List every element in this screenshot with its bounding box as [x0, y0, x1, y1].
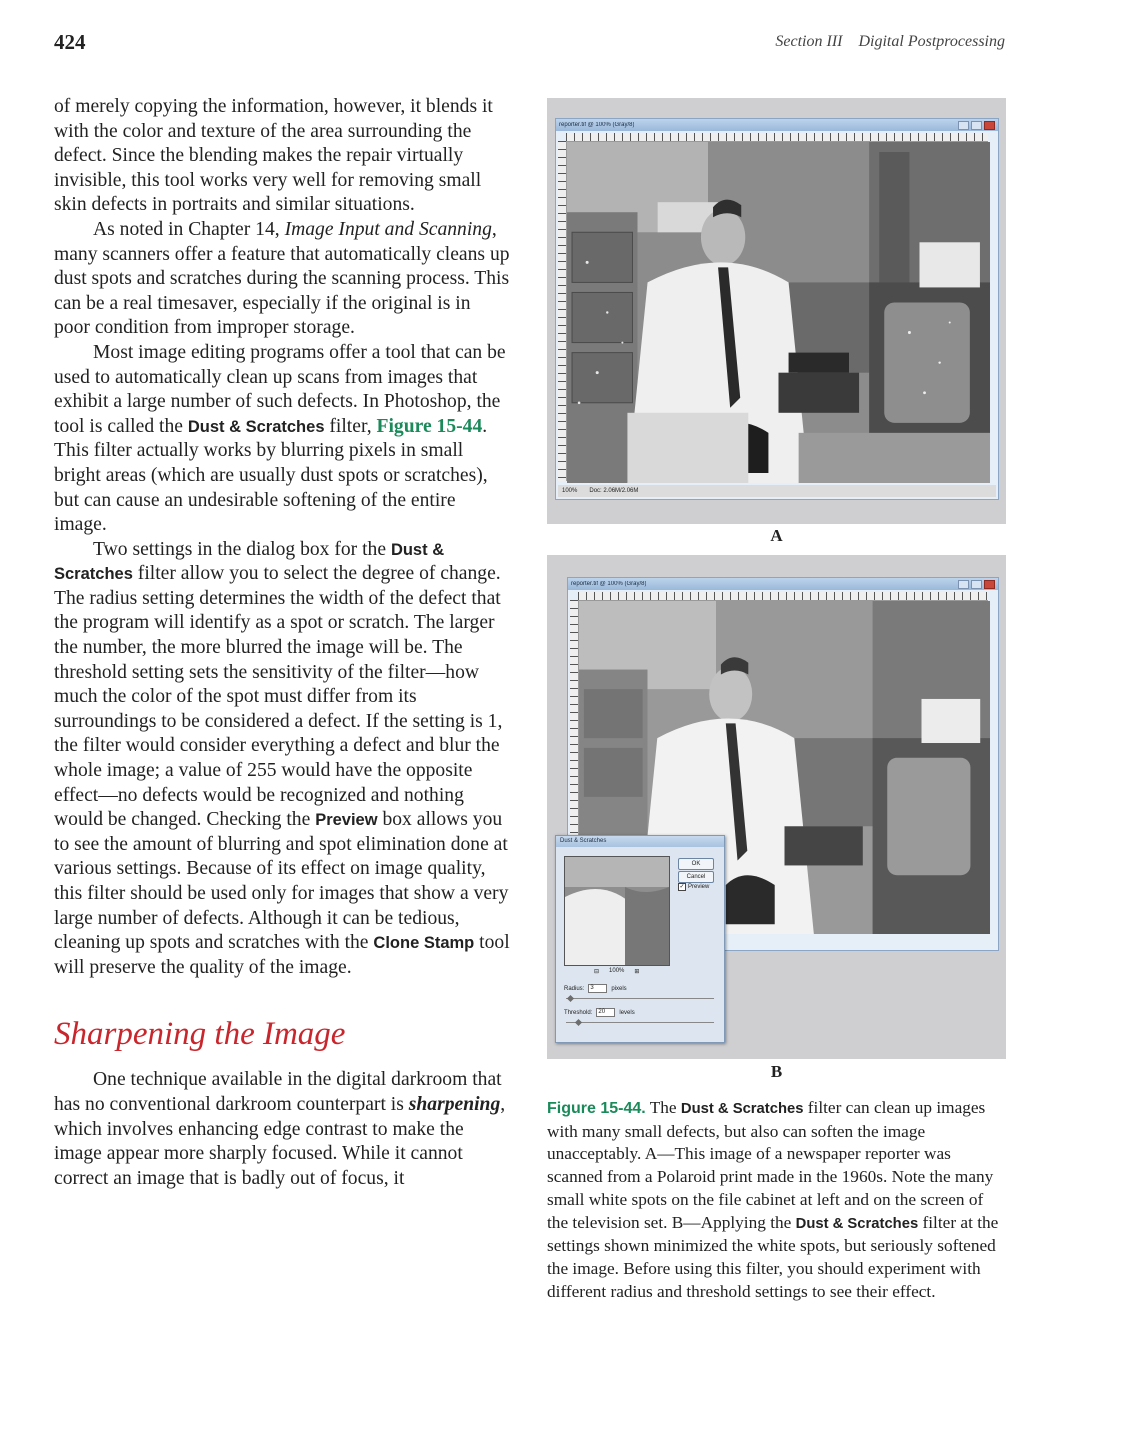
maximize-icon[interactable] [971, 580, 982, 589]
zoom-readout[interactable]: 100% [562, 488, 578, 494]
figure-reference-link[interactable]: Figure 15-44 [376, 415, 483, 437]
window-titlebar [556, 119, 998, 131]
radius-label: Radius: [564, 985, 585, 992]
checkbox-box[interactable]: ✓ [679, 884, 685, 890]
close-icon[interactable] [984, 580, 995, 589]
zoom-value: 100% [609, 968, 625, 974]
threshold-input[interactable]: 20 [596, 1008, 615, 1017]
close-icon[interactable] [984, 121, 995, 130]
threshold-row [564, 1008, 635, 1017]
body-column [54, 95, 510, 1191]
threshold-slider[interactable] [566, 1022, 714, 1023]
ui-term: Dust & Scratches [187, 417, 325, 436]
minimize-icon[interactable] [958, 580, 969, 589]
radius-input[interactable]: 3 [588, 984, 607, 993]
reporter-photo-image [567, 142, 990, 483]
zoom-out-icon[interactable]: ⊟ [594, 969, 600, 975]
threshold-unit: levels [619, 1009, 635, 1016]
caption-text: filter at the settings shown minimized the white spots, but seriously softened the image. Before using this filter, you should experiment with different radius and threshold settings to see their effect. [547, 1212, 999, 1301]
paragraph-text: box allows you to see the amount of blurring and spot elimination done at various settings. Because of its effect on image quality, this filter should be used only for images that show a very large number of defects. Although it can be tedious, cleaning up spots and scratches with the [54, 809, 509, 954]
paragraph-text: As noted in Chapter 14, [93, 218, 285, 240]
zoom-controls [594, 968, 639, 975]
figure-caption [547, 1097, 1006, 1303]
ui-term: Clone Stamp [373, 934, 475, 953]
paragraph [54, 538, 510, 981]
zoom-in-icon[interactable]: ⊞ [634, 969, 640, 975]
panel-label-a: A [770, 526, 783, 545]
ui-term: Dust & Scratches [680, 1101, 804, 1117]
paragraph-text: . This filter actually works by blurring pixels in small bright areas (which are usually dust spots or scratches), but can cause an undesirable softening of the entire image. [54, 415, 488, 536]
paragraph-text: filter allow you to select the degree of change. The radius setting determines the width of the defect that the program will identify as a spot or scratch. The larger the number, the more blurred the image will be. The threshold setting sets the sensitivity of the filter—how much the color of the spot must differ from its surroundings to be considered a defect. If the setting is 1, the filter would consider everything a defect and blur the whole image; a value of 255 would have the opposite effect—no defects would be recognized and nothing would be changed. Checking the [54, 563, 503, 831]
caption-figure-label: Figure 15-44. [547, 1100, 646, 1117]
paragraph [54, 1068, 510, 1191]
radius-row [564, 984, 627, 993]
radius-slider-thumb[interactable] [567, 995, 574, 1002]
paragraph [54, 218, 510, 341]
figure-panel-a [547, 98, 1006, 524]
window-title: reporter.tif @ 100% (Gray/8) [559, 122, 635, 128]
preview-label: Preview [688, 884, 710, 890]
reporter-photo [567, 142, 990, 483]
ok-button[interactable]: OK [678, 858, 714, 870]
paragraph-text: , which involves enhancing edge contrast to make the image appear more sharply focused. While it cannot correct an image that is badly out of focus, it [54, 1093, 506, 1189]
ui-term: Dust & Scratches [54, 540, 445, 584]
window-title: reporter.tif @ 100% (Gray/8) [571, 581, 647, 587]
paragraph-text: tool will preserve the quality of the image. [54, 932, 510, 978]
paragraph-text: of merely copying the information, however, it blends it with the color and texture of the area surrounding the defect. Since the blending makes the repair virtually invisible, this tool works very well for removing small skin defects in portraits and similar situations. [54, 96, 493, 216]
caption-text: The [645, 1098, 681, 1117]
window-statusbar [558, 485, 996, 497]
paragraph [54, 95, 510, 218]
horizontal-ruler [578, 592, 988, 601]
window-titlebar [568, 578, 998, 590]
minimize-icon[interactable] [958, 121, 969, 130]
section-title: Sharpening the Image [54, 1016, 346, 1053]
chapter-reference: Image Input and Scanning [284, 218, 492, 240]
paragraph-text: , many scanners offer a feature that automatically cleans up dust spots and scratches during the scanning process. This can be a real timesaver, especially if the original is in poor condition from improper storage. [54, 218, 510, 339]
caption-text: filter can clean up images with many small defects, but also can soften the image unacceptably. A—This image of a newspaper reporter was scanned from a Polaroid print made in the 1960s. Note the many small white spots on the file cabinet at left and on the screen of the television set. B—Applying the [547, 1098, 994, 1232]
horizontal-ruler [566, 133, 988, 142]
page-number: 424 [54, 30, 86, 54]
paragraph-text: Most image editing programs offer a tool that can be used to automatically clean up scans from images that exhibit a large number of such defects. In Photoshop, the tool is called the [54, 341, 506, 437]
paragraph-text: Two settings in the dialog box for the [93, 538, 391, 560]
running-head: Section III Digital Postprocessing [775, 33, 1005, 50]
dialog-preview-image[interactable] [564, 856, 670, 966]
threshold-slider-thumb[interactable] [575, 1019, 582, 1026]
panel-label-b: B [770, 1062, 783, 1081]
paragraph-text: filter, [324, 415, 377, 437]
dust-scratches-dialog [555, 835, 725, 1043]
document-size: Doc: 2.06M/2.06M [589, 488, 639, 494]
key-term: sharpening [408, 1093, 501, 1115]
vertical-ruler [558, 141, 567, 481]
preview-crop [565, 857, 669, 965]
window-controls [958, 121, 995, 130]
radius-unit: pixels [611, 985, 627, 992]
preview-checkbox[interactable] [678, 883, 709, 891]
ui-term: Preview [315, 811, 378, 830]
threshold-label: Threshold: [564, 1009, 593, 1016]
maximize-icon[interactable] [971, 121, 982, 130]
paragraph [54, 341, 510, 538]
radius-slider[interactable] [566, 998, 714, 999]
dialog-title: Dust & Scratches [556, 836, 724, 847]
window-controls [958, 580, 995, 589]
ui-term: Dust & Scratches [795, 1215, 919, 1232]
paragraph-text: One technique available in the digital darkroom that has no conventional darkroom counterpart is [54, 1069, 502, 1115]
photoshop-window [555, 118, 999, 500]
cancel-button[interactable]: Cancel [678, 871, 714, 883]
